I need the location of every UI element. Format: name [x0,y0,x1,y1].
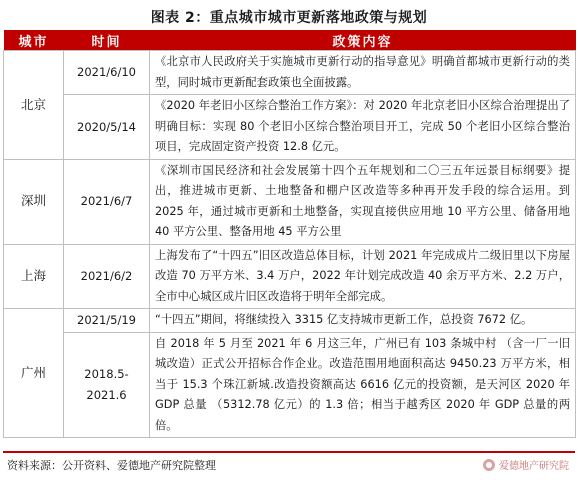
table-row [4,332,576,438]
city-cell-guangzhou: 广州 [4,309,64,438]
table-footer [3,451,575,475]
header-content: 政策内容 [150,30,576,51]
city-cell-shanghai: 上海 [4,244,64,309]
city-cell-shenzhen: 深圳 [4,159,64,244]
table-row [4,95,576,160]
table-header-row [4,30,576,51]
policy-table [3,30,576,438]
date-cell: 2021/6/7 [64,159,150,244]
table-row [4,159,576,244]
date-cell: 2020/5/14 [64,95,150,160]
date-cell: 2018.5-2021.6 [64,332,150,438]
brand-logo-icon [483,459,495,471]
header-city: 城市 [4,30,64,51]
table-row [4,309,576,333]
table-row [4,244,576,309]
date-cell: 2021/6/10 [64,51,150,95]
brand-watermark [483,457,569,472]
figure-title: 图表 2：重点城市城市更新落地政策与规划 [150,10,428,26]
brand-name: 爱德地产研究院 [499,461,569,472]
content-cell: 上海发布了“十四五”旧区改造总体目标，计划 2021 年完成成片二级旧里以下房屋改造 70 万平方米、3.4 万户，2022 年计划完成改造 40 余万平方米、2.2 万户，全市中心城区成片旧区改造将于明年全部完成。 [150,244,576,309]
header-time: 时间 [64,30,150,51]
city-cell-beijing: 北京 [4,51,64,160]
content-cell: 《深圳市国民经济和社会发展第十四个五年规划和二〇三五年远景目标纲要》提出，推进城市更新、土地整备和棚户区改造等多种再开发手段的综合运用。到 2025 年，通过城市更新和土地整备，实现直接供应用地 10 平方公里、储备用地 40 平方公里、整备用地 45 平方公里 [150,159,576,244]
content-cell: 《2020 年老旧小区综合整治工作方案》：对 2020 年北京老旧小区综合治理提出了明确目标：实现 80 个老旧小区综合整治项目开工，完成 50 个老旧小区综合整治项目，完成固定资产投资 12.8 亿元。 [150,95,576,160]
date-cell: 2021/6/2 [64,244,150,309]
table-row [4,51,576,95]
content-cell: 自 2018 年 5 月至 2021 年 6 月这三年，广州已有 103 条城中村 （含一厂一旧城改造）正式公开招标合作企业。改造范围用地面积高达 9450.23 万平方米，相当于 15.3 个珠江新城.改造投资额高达 6616 亿元的投资额，是天河区 2020 年 GDP 总量 （5312.78 亿元）的 1.3 倍；相当于越秀区 2020 年 GDP 总量的两倍。 [150,332,576,438]
date-cell: 2021/5/19 [64,309,150,333]
content-cell: “十四五”期间，将继续投入 3315 亿支持城市更新工作，总投资 7672 亿。 [150,309,576,333]
source-note: 资料来源：公开资料、爱德地产研究院整理 [7,459,216,472]
content-cell: 《北京市人民政府关于实施城市更新行动的指导意见》明确首都城市更新行动的类型，同时城市更新配套政策也全面披露。 [150,51,576,95]
